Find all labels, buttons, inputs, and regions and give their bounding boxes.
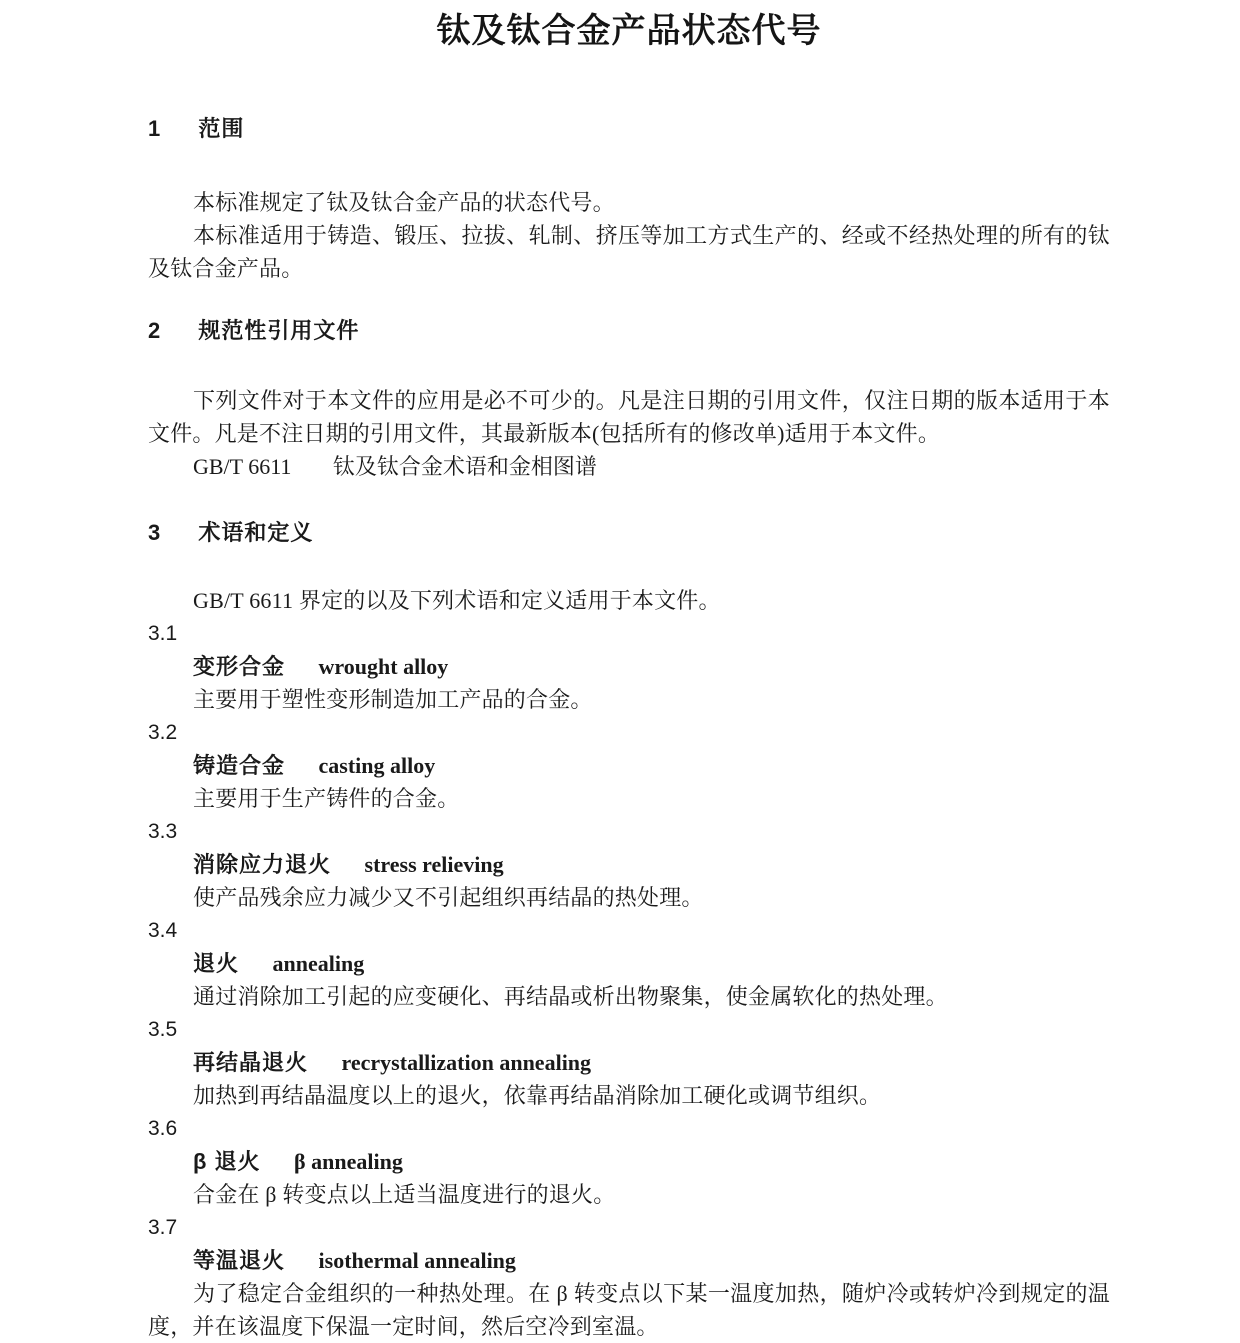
term-en: stress relieving [364, 852, 504, 877]
term-zh: 变形合金 [193, 654, 286, 679]
term-en: recrystallization annealing [341, 1050, 592, 1075]
term-zh: 铸造合金 [193, 753, 286, 778]
term-definition: 合金在 β 转变点以上适当温度进行的退火。 [193, 1182, 616, 1207]
term-heading [148, 749, 1110, 782]
term-heading [148, 947, 1110, 980]
term-definition: 通过消除加工引起的应变硬化、再结晶或析出物聚集，使金属软化的热处理。 [193, 984, 948, 1009]
section-2-paragraph: 下列文件对于本文件的应用是必不可少的。凡是注日期的引用文件，仅注日期的版本适用于本文件。凡是不注日期的引用文件，其最新版本(包括所有的修改单)适用于本文件。 [148, 388, 1110, 446]
term-number: 3.6 [148, 1117, 178, 1140]
section-3-heading [148, 520, 1110, 546]
section-2-label: 规范性引用文件 [198, 318, 360, 343]
reference-title: 钛及钛合金术语和金相图谱 [332, 454, 597, 479]
term-en: annealing [272, 951, 365, 976]
term-heading [148, 1145, 1110, 1178]
term-zh: 再结晶退火 [193, 1050, 309, 1075]
term-number: 3.5 [148, 1018, 178, 1041]
term-zh: 等温退火 [193, 1248, 286, 1273]
term-definition: 主要用于生产铸件的合金。 [193, 786, 460, 811]
term-zh: 退火 [193, 951, 240, 976]
term-number: 3.2 [148, 721, 178, 744]
section-1-paragraph: 本标准规定了钛及钛合金产品的状态代号。 [193, 190, 615, 215]
normative-reference [148, 450, 1110, 483]
term-number: 3.3 [148, 820, 178, 843]
term-definition: 使产品残余应力减少又不引起组织再结晶的热处理。 [193, 885, 704, 910]
section-1-heading [148, 116, 1110, 142]
section-1-paragraph: 本标准适用于铸造、锻压、拉拔、轧制、挤压等加工方式生产的、经或不经热处理的所有的钛及钛合金产品。 [148, 223, 1110, 281]
term-number: 3.1 [148, 622, 178, 645]
term-en: casting alloy [318, 753, 436, 778]
section-3-label: 术语和定义 [198, 520, 314, 545]
term-zh: β 退火 [193, 1149, 261, 1174]
term-en: isothermal annealing [318, 1248, 516, 1273]
reference-code: GB/T 6611 [193, 454, 292, 479]
term-number: 3.4 [148, 919, 178, 942]
section-3-number: 3 [148, 520, 162, 545]
term-heading [148, 650, 1110, 683]
section-1-label: 范围 [198, 116, 245, 141]
section-3-intro: GB/T 6611 界定的以及下列术语和定义适用于本文件。 [193, 588, 721, 613]
section-2-heading [148, 318, 1110, 344]
term-number: 3.7 [148, 1216, 178, 1239]
term-definition: 为了稳定合金组织的一种热处理。在 β 转变点以下某一温度加热，随炉冷或转炉冷到规定的温度，并在该温度下保温一定时间，然后空冷到室温。 [148, 1281, 1110, 1339]
term-heading [148, 1244, 1110, 1277]
term-en: wrought alloy [318, 654, 449, 679]
document-title: 钛及钛合金产品状态代号 [436, 12, 822, 50]
term-heading [148, 848, 1110, 881]
term-definition: 加热到再结晶温度以上的退火，依靠再结晶消除加工硬化或调节组织。 [193, 1083, 882, 1108]
section-2-number: 2 [148, 318, 162, 343]
term-en: β annealing [294, 1149, 403, 1174]
term-definition: 主要用于塑性变形制造加工产品的合金。 [193, 687, 593, 712]
term-heading [148, 1046, 1110, 1079]
section-1-number: 1 [148, 116, 162, 141]
term-zh: 消除应力退火 [193, 852, 332, 877]
